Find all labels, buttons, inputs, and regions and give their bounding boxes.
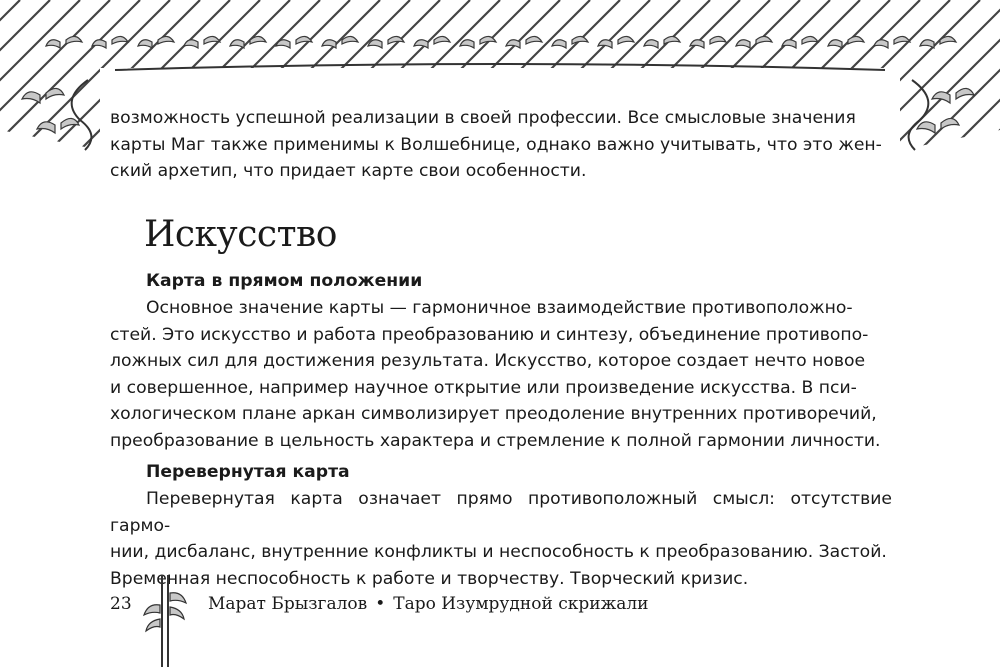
intro-line: ский архетип, что придает карте свои особенности. [110, 161, 587, 181]
running-footer [208, 594, 648, 614]
reversed-paragraph [110, 486, 892, 592]
footer-ornament [140, 575, 190, 667]
upright-line: Основное значение карты — гармоничное взаимодействие противоположно- [146, 298, 853, 318]
upright-line: преобразование в цельность характера и стремление к полной гармонии личности. [110, 430, 881, 451]
page-number: 23 [110, 594, 132, 614]
upright-paragraph [110, 295, 892, 454]
author-name: Марат Брызгалов [208, 594, 368, 614]
book-title: Таро Изумрудной скрижали [393, 594, 649, 614]
footer-separator: • [375, 594, 386, 614]
upright-heading: Карта в прямом положении [146, 271, 423, 291]
intro-line: карты Маг также применимы к Волшебнице, однако важно учитывать, что это жен- [110, 134, 882, 155]
upright-line: и совершенное, например научное открытие или произведение искусства. В пси- [110, 377, 857, 398]
upright-line: хологическом плане аркан символизирует преодоление внутренних противоречий, [110, 404, 877, 424]
upright-line: стей. Это искусство и работа преобразованию и синтезу, объединение противопо- [110, 324, 869, 345]
reversed-line: Перевернутая карта означает прямо противоположный смысл: отсутствие гармо- [110, 489, 892, 536]
reversed-heading: Перевернутая карта [146, 462, 350, 482]
upright-line: ложных сил для достижения результата. Искусство, которое создает нечто новое [110, 351, 866, 371]
intro-paragraph [110, 105, 892, 185]
section-title: Искусство [144, 214, 337, 255]
reversed-line: нии, дисбаланс, внутренние конфликты и неспособность к преобразованию. Застой. [110, 542, 887, 562]
intro-line: возможность успешной реализации в своей профессии. Все смысловые значения [110, 108, 856, 128]
reversed-line: Временная неспособность к работе и творчеству. Творческий кризис. [110, 568, 749, 589]
